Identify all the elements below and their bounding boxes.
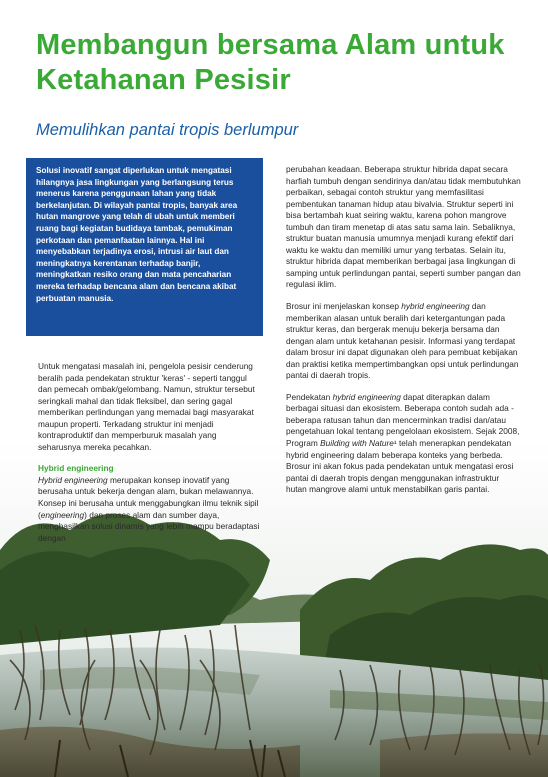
p3-text-c: ¹ telah menerapkan pendekatan hybrid engineering dalam beberapa konteks yang berbeda. Brosur ini akan fokus pada pendekatan untuk mengatasi erosi pantai di daerah tropis dengan menggunakan infrastruktur hutan mangrove alami untuk menstabilkan garis pantai. — [286, 438, 514, 495]
p2-text-b: dan memberikan alasan untuk beralih dari ketergantungan pada struktur keras, dan bergerak menuju bekerja bersama dan dengan alam untuk ketahanan pesisir. Informasi yang terdapat dalam brosur ini dapat digunakan oleh para pembuat kebijakan dan praktisi ketika mempertimbangkan opsi untuk perlindungan pantai di daerah tropis. — [286, 301, 519, 381]
right-paragraph-3 — [286, 392, 521, 496]
right-column — [286, 164, 521, 506]
page-subtitle: Memulihkan pantai tropis berlumpur — [36, 121, 299, 139]
p3-term: hybrid engineering — [332, 391, 401, 402]
left-column — [38, 361, 260, 554]
p3-text-b: dapat diterapkan dalam berbagai situasi dan ekosistem. Beberapa contoh sudah ada - beberapa ratusan tahun dan mencerminkan tradisi dan/atau pengetahuan lokal tentang pengelolaan ekosistem. Sejak 2008, Program — [286, 391, 520, 449]
p2-term: hybrid engineering — [401, 301, 470, 312]
hybrid-text-2: ) dan proses alam dan sumber daya, menghasilkan solusi dinamis yang lebih mampu beradaptasi dengan — [38, 509, 260, 543]
p2-text-a: Brosur ini menjelaskan konsep — [286, 301, 402, 312]
hybrid-engineering-paragraph — [38, 475, 260, 544]
intro-text: Solusi inovatif sangat diperlukan untuk mengatasi hilangnya jasa lingkungan yang berlangsung terus menerus karena penggunaan lahan yang tidak berkelanjutan. Di wilayah pantai tropis, banyak area hutan mangrove yang telah di ubah untuk memberi ruang bagi kegiatan budidaya tambak, pemukiman perkotaan dan pemanfaatan lainnya. Hal ini menyebabkan terjadinya erosi, intrusi air laut dan meningkatnya kerentanan terhadap banjir, meningkatkan resiko orang dan mata pencaharian mereka terhadap bencana alam dan bencana akibat perbuatan manusia. — [36, 166, 238, 303]
left-paragraph: Untuk mengatasi masalah ini, pengelola pesisir cenderung beralih pada pendekatan struktur 'keras' - seperti tanggul dan pemecah ombak/gelombang. Namun, struktur tersebut seringkali mahal dan tidak fleksibel, dan sering gagal memberikan perlindungan yang memadai bagi masyarakat maupun properti. Terkadang struktur ini menjadi kontraproduktif dan memperburuk masalah yang seharusnya mereka pecahkan. — [38, 361, 255, 452]
p3-term-2: Building with Nature — [320, 438, 394, 449]
page-title: Membangun bersama Alam untuk Ketahanan Pesisir — [36, 29, 505, 96]
p3-text-a: Pendekatan — [286, 391, 333, 402]
intro-box — [26, 158, 263, 336]
right-paragraph-1: perubahan keadaan. Beberapa struktur hibrida dapat secara harfiah tumbuh dengan sendirinya dan/atau tidak membutuhkan perbaikan, sebagai contoh struktur yang memfasilitasi pembentukan tanaman hidup atau bivalvia. Struktur seperti ini bisa bertambah kuat seiring waktu, karena pohon mangrove tumbuh dan tiram menetap di atas satu sama lain. Sebaliknya, struktur buatan manusia umumnya menjadi kurang efektif dari waktu ke waktu dan memiliki umur yang terbatas. Selain itu, struktur hibrida dapat memberikan berbagai jasa lingkungan di samping untuk perlindungan pantai, seperti sumber pangan dan regulasi iklim. — [286, 164, 521, 290]
hybrid-text-1: merupakan konsep inovatif yang berusaha untuk bekerja dengan alam, bukan melawannya. Konsep ini berusaha untuk menggabungkan ilmu teknik sipil ( — [38, 474, 259, 520]
right-paragraph-2 — [286, 301, 521, 382]
engineering-term: engineering — [40, 509, 85, 520]
section-heading: Hybrid engineering — [38, 463, 114, 474]
hybrid-term: Hybrid engineering — [38, 474, 108, 485]
